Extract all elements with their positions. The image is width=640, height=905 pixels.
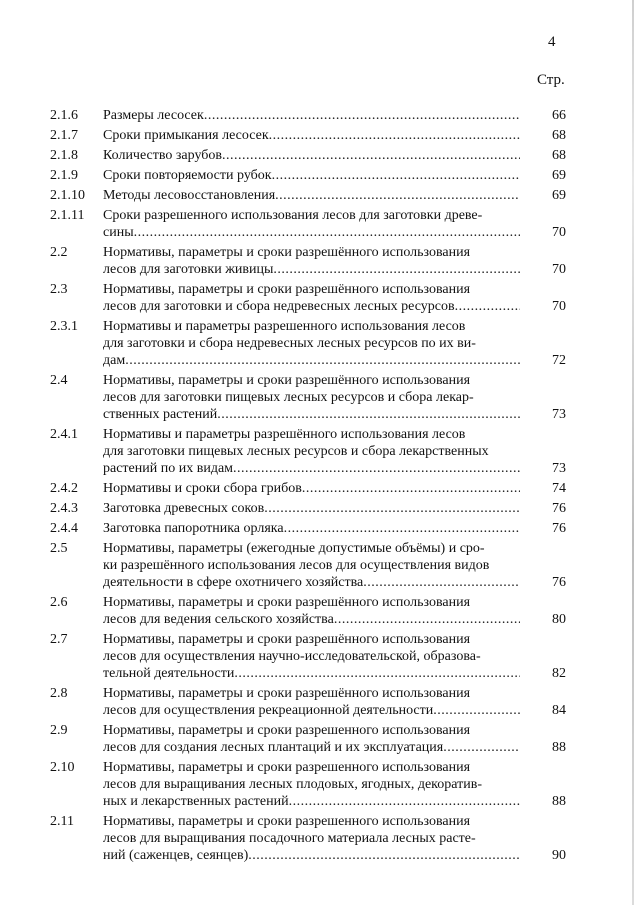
toc-entry-page: 76 [552,521,566,536]
toc-entry-title [103,147,520,164]
toc-entry-title-line: Нормативы, параметры и сроки разрешенного использования [103,814,471,829]
toc-entry-title-line [103,793,520,810]
toc-entry-title-line [103,352,520,369]
toc-entry-title-text: Заготовка древесных соков [103,501,265,516]
toc-dot-leader [234,665,520,682]
toc-entry-title [103,631,520,682]
toc-entry-title-text: Нормативы и сроки сбора грибов [103,481,302,496]
toc-dot-leader [302,480,520,497]
toc-entry [0,318,640,369]
toc-entry-title [103,372,520,423]
toc-entry-title-line [103,187,520,204]
toc-entry [0,244,640,278]
toc-entry-page: 90 [552,848,566,863]
toc-entry-title-line: Нормативы, параметры и сроки разрешённого использования [103,632,471,647]
toc-entry-title-text: сины [103,225,134,240]
toc-entry-title-line [103,460,520,477]
toc-entry-page: 70 [552,299,566,314]
toc-entry-title-line: Нормативы и параметры разрешенного использования лесов [103,319,466,334]
toc-entry-page: 80 [552,612,566,627]
toc-entry-title-line: лесов для выращивания лесных плодовых, ягодных, декоратив- [103,777,482,792]
toc-entry-number: 2.1.8 [50,148,78,163]
toc-entry-title-line: Нормативы, параметры и сроки разрешённого использования [103,245,471,260]
toc-entry-title [103,594,520,628]
toc-dot-leader [134,224,520,241]
toc-entry-title-line [103,611,520,628]
toc-entry-number: 2.4.4 [50,521,78,536]
toc-entry-title-line [103,520,520,537]
toc-entry-title-text: Методы лесовосстановления [103,188,276,203]
toc-entry-page: 72 [552,353,566,368]
toc-entry [0,107,640,124]
toc-dot-leader [222,147,520,164]
toc-entry [0,631,640,682]
toc-entry-title [103,281,520,315]
toc-entry-title-text: Размеры лесосек [103,108,204,123]
toc-entry-number: 2.6 [50,595,68,610]
toc-entry-title-line: ки разрешённого использования лесов для осуществления видов [103,558,490,573]
toc-entry-title-line [103,702,520,719]
toc-entry [0,426,640,477]
toc-entry-title-text: деятельности в сфере охотничего хозяйства [103,575,364,590]
pages-column-header: Стр. [537,72,565,88]
toc-entry [0,520,640,537]
toc-entry-title [103,426,520,477]
toc-entry-title-text: дам [103,353,126,368]
toc-entry-page: 88 [552,794,566,809]
toc-entry [0,372,640,423]
toc-entry-title-text: Сроки повторяемости рубок [103,168,272,183]
toc-entry-number: 2.4.1 [50,427,78,442]
toc-entry-title-text: лесов для заготовки живицы [103,262,274,277]
toc-entry-title-text: лесов для создания лесных плантаций и их эксплуатация [103,740,444,755]
toc-entry-number: 2.4 [50,373,68,388]
toc-entry-title-line: для заготовки пищевых лесных ресурсов и сбора лекарственных [103,444,489,459]
toc-entry [0,281,640,315]
toc-entry-title [103,207,520,241]
toc-entry-page: 70 [552,262,566,277]
toc-entry-page: 76 [552,575,566,590]
toc-entry-title-line: лесов для заготовки пищевых лесных ресурсов и сбора лекар- [103,390,474,405]
toc-entry-number: 2.11 [50,814,74,829]
toc-entry-title [103,187,520,204]
toc-dot-leader [264,500,520,517]
toc-entry-number: 2.8 [50,686,68,701]
toc-entry-page: 70 [552,225,566,240]
toc-entry-title-line [103,127,520,144]
toc-dot-leader [363,574,520,591]
toc-entry-title [103,167,520,184]
toc-entry-title-line [103,298,520,315]
toc-entry-title-text: ственных растений [103,407,218,422]
toc-entry [0,127,640,144]
toc-entry-number: 2.5 [50,541,68,556]
toc-dot-leader [455,298,520,315]
toc-dot-leader [125,352,520,369]
toc-entry [0,813,640,864]
toc-entry-title [103,107,520,124]
toc-entry-page: 84 [552,703,566,718]
toc-entry [0,187,640,204]
toc-entry-title [103,244,520,278]
toc-entry-title-text: Заготовка папоротника орляка [103,521,284,536]
toc-entry-page: 76 [552,501,566,516]
toc-dot-leader [284,520,520,537]
toc-entry-number: 2.3 [50,282,68,297]
toc-entry-title-line [103,406,520,423]
toc-entry-title-text: Сроки примыкания лесосек [103,128,269,143]
toc-entry-number: 2.4.3 [50,501,78,516]
toc-entry-title-line [103,147,520,164]
toc-entry-number: 2.2 [50,245,68,260]
toc-entry-page: 66 [552,108,566,123]
toc-entry-title-line: Нормативы, параметры и сроки разрешённого использования [103,373,471,388]
toc-entry-title-text: растений по их видам [103,461,234,476]
toc-entry-title-text: ных и лекарственных растений [103,794,289,809]
toc-entry-title-line [103,261,520,278]
toc-entry-title-line: Нормативы, параметры и сроки разрешённого использования [103,595,471,610]
toc-entry-page: 73 [552,461,566,476]
toc-entry-title-line [103,480,520,497]
toc-entry-title-line [103,847,520,864]
toc-entry-title-line: Сроки разрешенного использования лесов для заготовки древе- [103,208,483,223]
toc-entry-page: 73 [552,407,566,422]
toc-entry [0,722,640,756]
toc-entry-title-line: Нормативы, параметры и сроки разрешенного использования [103,760,471,775]
toc-entry-title [103,813,520,864]
toc-entry-number: 2.4.2 [50,481,78,496]
toc-dot-leader [273,261,520,278]
page-number: 4 [548,34,556,50]
toc-entry-title-text: лесов для ведения сельского хозяйства [103,612,334,627]
toc-entry-title [103,520,520,537]
toc-entry-number: 2.1.10 [50,188,85,203]
toc-entry-number: 2.1.9 [50,168,78,183]
toc-entry-title [103,540,520,591]
toc-entry-page: 82 [552,666,566,681]
toc-dot-leader [269,127,520,144]
toc-entry [0,685,640,719]
toc-entry-title-line [103,224,520,241]
toc-entry-title-line: Нормативы, параметры (ежегодные допустимые объёмы) и сро- [103,541,485,556]
toc-entry-title [103,480,520,497]
toc-dot-leader [233,460,520,477]
toc-entry-number: 2.1.6 [50,108,78,123]
toc-entry-number: 2.10 [50,760,75,775]
toc-entry-title-text: лесов для заготовки и сбора недревесных лесных ресурсов [103,299,455,314]
toc-dot-leader [289,793,520,810]
toc-dot-leader [443,739,520,756]
toc-entry-title [103,685,520,719]
toc-entry-page: 69 [552,188,566,203]
toc-entry-number: 2.1.7 [50,128,78,143]
toc-entry-number: 2.1.11 [50,208,85,223]
toc-entry-title-text: ний (саженцев, сеянцев) [103,848,249,863]
toc-entry-page: 74 [552,481,566,496]
toc-entry-title-text: Количество зарубов [103,148,222,163]
toc-dot-leader [275,187,520,204]
toc-entry [0,207,640,241]
toc-entry-page: 68 [552,148,566,163]
toc-entry [0,147,640,164]
toc-dot-leader [272,167,520,184]
toc-entry-title-line [103,665,520,682]
toc-entry-title [103,127,520,144]
toc-entry [0,594,640,628]
toc-entry-page: 68 [552,128,566,143]
toc-entry-title-line: для заготовки и сбора недревесных лесных ресурсов по их ви- [103,336,476,351]
toc-entry-number: 2.3.1 [50,319,78,334]
toc-entry-page: 88 [552,740,566,755]
toc-entry-page: 69 [552,168,566,183]
toc-entry-number: 2.7 [50,632,68,647]
toc-entry-title-line: Нормативы, параметры и сроки разрешенного использования [103,723,471,738]
toc-entry [0,167,640,184]
toc-entry-title-line [103,167,520,184]
toc-entry-title-line: Нормативы и параметры разрешённого использования лесов [103,427,466,442]
toc-entry-title-line [103,107,520,124]
toc-entry-title [103,759,520,810]
toc-entry [0,480,640,497]
toc-entry-title-text: лесов для осуществления рекреационной деятельности [103,703,434,718]
toc-entry [0,759,640,810]
toc-dot-leader [334,611,520,628]
scan-edge-shadow [632,0,634,905]
table-of-contents [0,107,640,867]
toc-dot-leader [204,107,520,124]
toc-dot-leader [433,702,520,719]
toc-entry-title-line [103,574,520,591]
toc-entry-title-text: тельной деятельности [103,666,235,681]
toc-entry-title-line [103,739,520,756]
toc-entry-title-line [103,500,520,517]
toc-entry-title-line: Нормативы, параметры и сроки разрешённого использования [103,686,471,701]
toc-entry-title [103,500,520,517]
toc-entry-title [103,318,520,369]
toc-entry-title [103,722,520,756]
toc-dot-leader [248,847,520,864]
toc-entry-title-line: лесов для выращивания посадочного материала лесных расте- [103,831,476,846]
toc-entry [0,500,640,517]
toc-entry-title-line: Нормативы, параметры и сроки разрешённого использования [103,282,471,297]
toc-entry [0,540,640,591]
toc-dot-leader [217,406,520,423]
toc-entry-number: 2.9 [50,723,68,738]
toc-entry-title-line: лесов для осуществления научно-исследовательской, образова- [103,649,481,664]
